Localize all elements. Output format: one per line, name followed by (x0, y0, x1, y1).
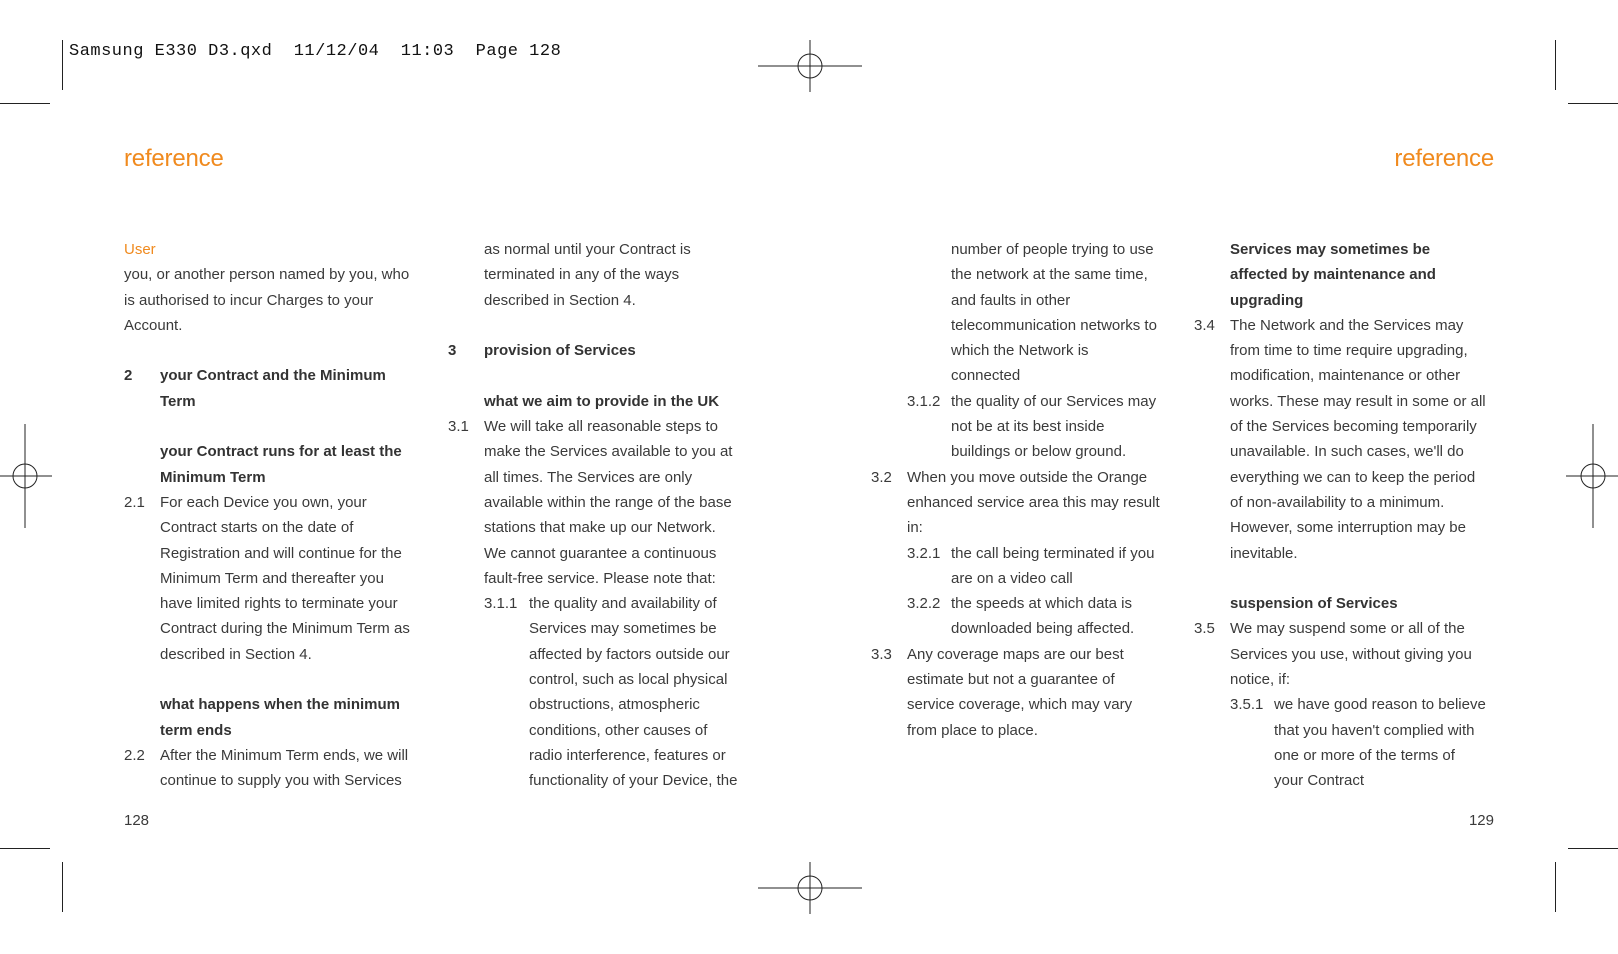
clause: 2.2 After the Minimum Term ends, we will continue to supply you with Services (124, 746, 409, 790)
subclause: 3.2.1 the call being terminated if you are on a video call (907, 544, 1155, 587)
crop-mark (0, 848, 50, 849)
clause: 3.1 We will take all reasonable steps to make the Services available to you at all times. The Services are only available within the range of the base stations that make up our Network. We cannot guarantee a continuous fault-free service. Please note that: (448, 418, 733, 587)
crop-mark (62, 40, 63, 90)
column-4 (1194, 237, 1524, 794)
subheading: what we aim to provide in the UK (484, 392, 720, 410)
clause: 3.5 We may suspend some or all of the Services you use, without giving you notice, if: (1194, 620, 1472, 689)
continued-text: number of people trying to use the network at the same time, and faults in other telecommunication networks to which the Network is connected (951, 241, 1157, 385)
crop-mark (1568, 103, 1618, 104)
clause: 3.4 The Network and the Services may from time to time require upgrading, modification, maintenance or other works. These may result in some or all of the Services becoming temporarily unavailable. In such cases, we'll do everything we can to keep the period of non-availability to a minimum. However, some interruption may be inevitable. (1194, 316, 1486, 562)
continued-text: as normal until your Contract is terminated in any of the ways described in Section 4. (484, 241, 691, 309)
definition-text: you, or another person named by you, who is authorised to incur Charges to your Account. (124, 266, 410, 334)
crop-mark (1568, 848, 1618, 849)
definition-term: User (124, 241, 156, 258)
clause-heading: 3 provision of Services (448, 342, 636, 360)
crop-mark (0, 103, 50, 104)
registration-mark-icon (1566, 424, 1618, 528)
section-title-left: reference (124, 145, 224, 172)
subheading: your Contract runs for at least the Minimum Term (160, 443, 402, 486)
printer-slug: Samsung E330 D3.qxd 11/12/04 11:03 Page 128 (69, 42, 562, 61)
crop-mark (62, 862, 63, 912)
subheading: suspension of Services (1230, 595, 1398, 613)
registration-mark-icon (758, 862, 862, 914)
subheading: what happens when the minimum term ends (160, 696, 401, 739)
page-number-left: 128 (124, 812, 150, 829)
column-3 (871, 237, 1191, 743)
subclause: 3.1.1 the quality and availability of Services may sometimes be affected by factors outside our control, such as local physical obstructions, atmospheric conditions, other causes of radio interference, features or functionality of your Device, the (484, 595, 738, 790)
column-1 (124, 237, 439, 794)
section-title-right: reference (1394, 145, 1494, 172)
page-number-right: 129 (1468, 812, 1494, 829)
registration-mark-icon (0, 424, 52, 528)
crop-mark (1555, 40, 1556, 90)
subclause: 3.5.1 we have good reason to believe that you haven't complied with one or more of the terms of your Contract (1230, 696, 1486, 790)
clause-heading: 2 your Contract and the Minimum Term (124, 367, 386, 410)
subheading: Services may sometimes be affected by maintenance and upgrading (1230, 241, 1436, 309)
crop-mark (1555, 862, 1556, 912)
subclause: 3.2.2 the speeds at which data is downloaded being affected. (907, 595, 1135, 638)
subclause: 3.1.2 the quality of our Services may not be at its best inside buildings or below ground. (907, 392, 1157, 461)
column-2 (448, 237, 768, 794)
clause: 3.3 Any coverage maps are our best estimate but not a guarantee of service coverage, which may vary from place to place. (871, 645, 1133, 739)
registration-mark-icon (758, 40, 862, 92)
clause: 2.1 For each Device you own, your Contract starts on the date of Registration and will continue for the Minimum Term and thereafter you have limited rights to terminate your Contract during the Minimum Term as described in Section 4. (124, 493, 410, 663)
clause: 3.2 When you move outside the Orange enhanced service area this may result in: (871, 468, 1160, 537)
